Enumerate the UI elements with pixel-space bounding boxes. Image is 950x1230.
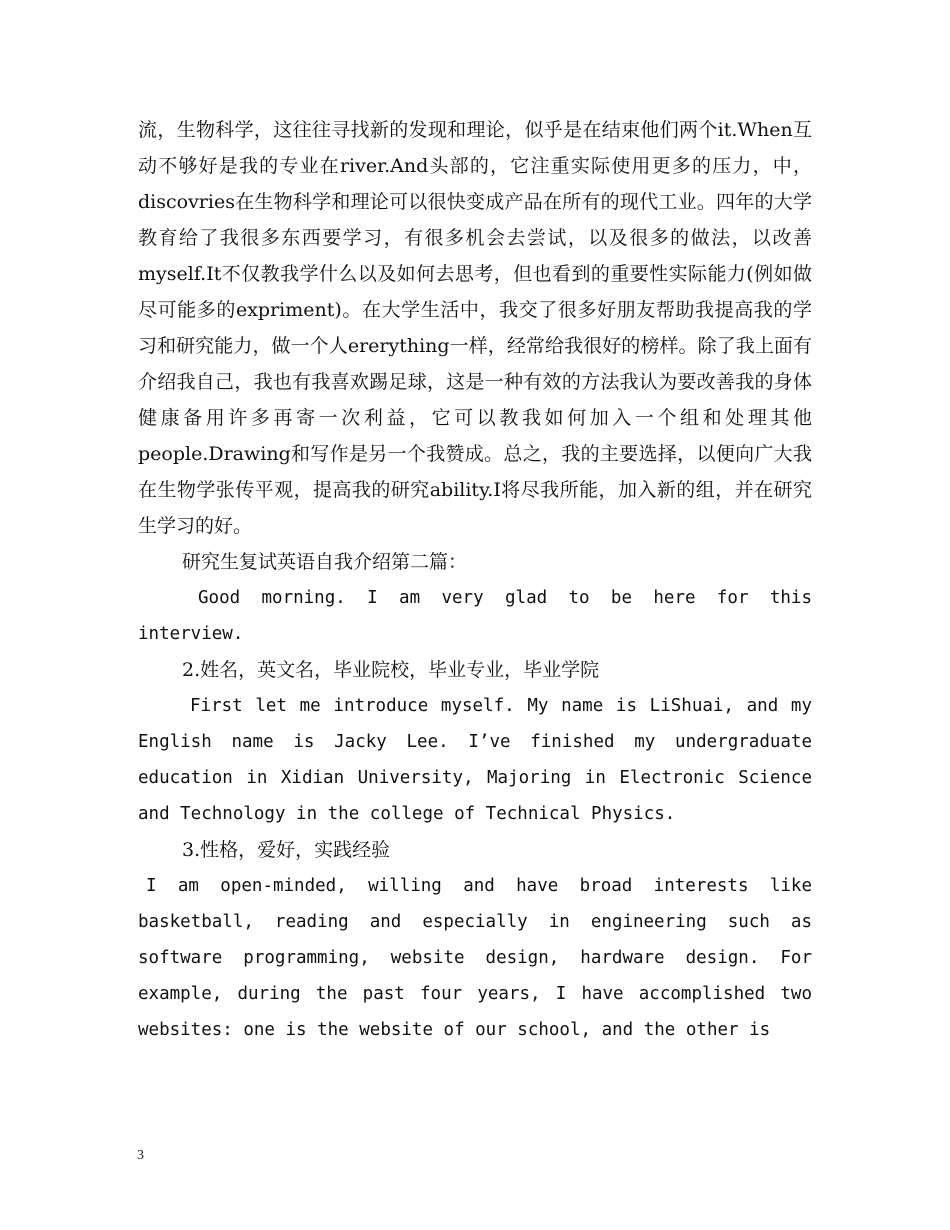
section-heading-second: 研究生复试英语自我介绍第二篇： <box>182 551 468 573</box>
section-heading-personality: 3.性格，爱好，实践经验 <box>182 839 391 861</box>
paragraph-introduction: First let me introduce myself. My name is LiShuai, and my English name is Jacky Lee. I’ve finished my undergraduate education in Xidian University, Majoring in Electronic Science and Technology in the college of Technical Physics. <box>138 696 812 824</box>
paragraph-chinese-intro: 流，生物科学，这往往寻找新的发现和理论，似乎是在结束他们两个it.When互动不够好是我的专业在river.And头部的，它注重实际使用更多的压力，中，discovries在生物科学和理论可以很快变成产品在所有的现代工业。四年的大学教育给了我很多东西要学习，有很多机会去尝试，以及很多的做法，以改善myself.It不仅教我学什么以及如何去思考，但也看到的重要性实际能力(例如做尽可能多的expriment)。在大学生活中，我交了很多好朋友帮助我提高我的学习和研究能力，做一个人ererything一样，经常给我很好的榜样。除了我上面有介绍我自己，我也有我喜欢踢足球，这是一种有效的方法我认为要改善我的身体健康备用许多再寄一次利益，它可以教我如何加入一个组和处理其他people.Drawing和写作是另一个我赞成。总之，我的主要选择，以便向广大我在生物学张传平观，提高我的研究ability.I将尽我所能，加入新的组，并在研究生学习的好。 <box>138 119 812 537</box>
paragraph-greeting: Good morning. I am very glad to be here for this interview. <box>138 588 812 644</box>
paragraph-interests: I am open-minded, willing and have broad interests like basketball, reading and especially in engineering such as software programming, website design, hardware design. For example, during the past four years, I have accomplished two websites: one is the website of our school, and the other is <box>138 876 812 1040</box>
document-body <box>138 112 812 1048</box>
section-heading-name: 2.姓名，英文名，毕业院校，毕业专业，毕业学院 <box>182 659 600 681</box>
page-number: 3 <box>137 1148 144 1163</box>
